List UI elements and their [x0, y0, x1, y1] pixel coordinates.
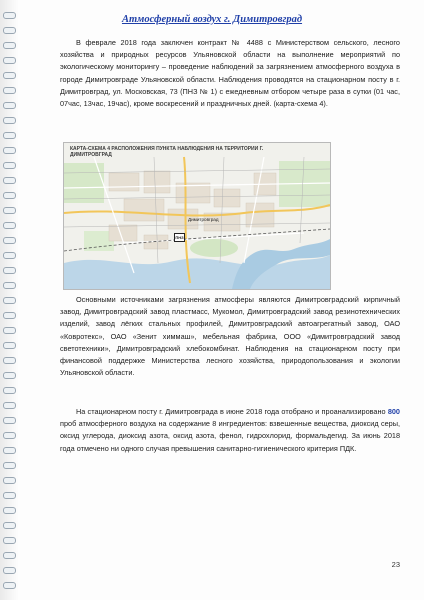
binder-ring: [3, 132, 16, 139]
binder-ring: [3, 162, 16, 169]
binder-ring: [3, 402, 16, 409]
page-title: Атмосферный воздух г. Димитровград: [121, 14, 303, 25]
binder-ring: [3, 207, 16, 214]
binder-ring: [3, 342, 16, 349]
binder-ring: [3, 432, 16, 439]
binder-ring: [3, 237, 16, 244]
binder-ring: [3, 72, 16, 79]
monitoring-post-marker: ПНЗ: [175, 235, 184, 240]
binder-ring: [3, 27, 16, 34]
binder-ring: [3, 312, 16, 319]
sample-count: 800: [387, 407, 400, 416]
binder-ring: [3, 582, 16, 589]
paragraph-results-before: На стационарном посту г. Димитровграда в июне 2018 года отобрано и проанализировано: [76, 407, 388, 416]
binder-ring: [3, 57, 16, 64]
paragraph-sources: [60, 294, 400, 379]
binder-ring: [3, 177, 16, 184]
binder-ring: [3, 462, 16, 469]
map-scheme: [63, 142, 331, 290]
paragraph-contract: [60, 37, 400, 110]
binder-ring: [3, 252, 16, 259]
binder-ring: [3, 282, 16, 289]
binder-ring: [3, 357, 16, 364]
binder-ring: [3, 552, 16, 559]
binder-ring: [3, 87, 16, 94]
binder-ring: [3, 147, 16, 154]
binder-ring: [3, 327, 16, 334]
binder-ring: [3, 297, 16, 304]
map-city-label: Димитровград: [188, 217, 219, 222]
paragraph-sources-text: Основными источниками загрязнения атмосферы являются Димитровградский кирпичный завод, Димитровградский завод пластмасс, Мукомол, Димитровградский завод резинотехнических изделий, завод лёгких стальных профилей, Димитровградский автоагрегатный завод, ОАО «Ковротекс», ОАО «Зенит химмаш», мебельная фабрика, ООО «Димитровградский завод светотехники», Димитровградский хлебокомбинат. Наблюдения на стационарном посту при финансовой поддержке Министерства лесного хозяйства, природопользования и экологии Ульяновской области.: [60, 295, 400, 378]
binder-ring: [3, 522, 16, 529]
page-number: 23: [391, 560, 400, 569]
paragraph-results: [60, 406, 400, 455]
binder-ring: [3, 567, 16, 574]
binder-ring: [3, 447, 16, 454]
paragraph-results-after: проб атмосферного воздуха на содержание 8 ингредиентов: взвешенные вещества, диоксид серы, оксид углерода, диоксид азота, оксид азота, фенол, гидрохлорид, формальдегид. За июнь 2018 года отмечено ни одного случая превышения санитарно-гигиенического критерия ПДК.: [60, 419, 400, 453]
binder-ring: [3, 492, 16, 499]
binder-ring: [3, 387, 16, 394]
paragraph-contract-text: В феврале 2018 года заключен контракт № 4488 с Министерством сельского, лесного хозяйства и природных ресурсов Ульяновской области на выполнение мероприятий по экологическому мониторингу – проведение наблюдений за загрязнением атмосферного воздуха в городе Димитровграде Ульяновской области. Наблюдения проводятся на стационарном посту в г. Димитровград, ул. Московская, 73 (ПНЗ № 1) с ежедневным отбором четыре раза в сутки (01 час, 07час, 13час, 19час), кроме воскресений и праздничных дней. (карта-схема 4).: [60, 38, 400, 109]
binder-ring: [3, 192, 16, 199]
binder-ring: [3, 102, 16, 109]
binder-ring: [3, 222, 16, 229]
binder-ring: [3, 267, 16, 274]
binder-ring: [3, 507, 16, 514]
binder-ring: [3, 477, 16, 484]
binder-ring: [3, 537, 16, 544]
map-graphic: [64, 143, 330, 289]
binder-ring: [3, 42, 16, 49]
binder-ring: [3, 372, 16, 379]
binder-ring: [3, 117, 16, 124]
binder-edge: [0, 0, 20, 600]
binder-ring: [3, 417, 16, 424]
map-caption: КАРТА-СХЕМА 4 РАСПОЛОЖЕНИЯ ПУНКТА НАБЛЮДЕНИЯ НА ТЕРРИТОРИИ Г. ДИМИТРОВГРАД: [70, 146, 264, 158]
